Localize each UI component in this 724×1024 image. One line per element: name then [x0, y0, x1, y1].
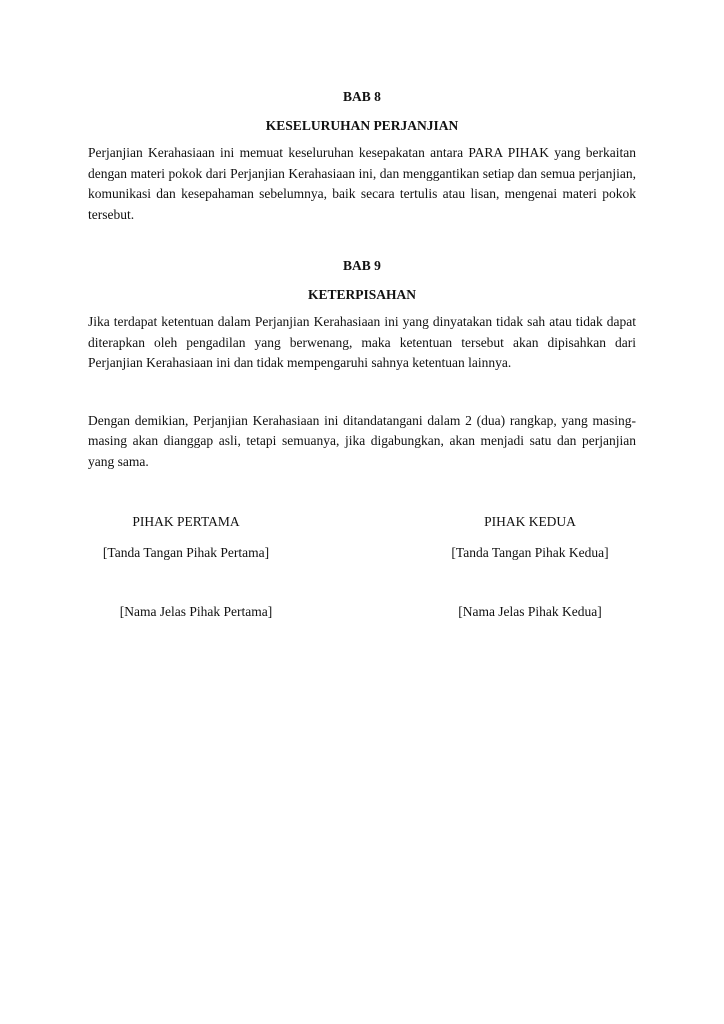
document-body — [88, 87, 636, 472]
section-title: KETERPISAHAN — [307, 287, 417, 302]
name-placeholder: [Nama Jelas Pihak Kedua] — [458, 604, 602, 619]
section-paragraph: Jika terdapat ketentuan dalam Perjanjian Kerahasiaan ini yang dinyatakan tidak sah atau tidak dapat diterapkan oleh pengadilan yang berwenang, maka ketentuan tersebut akan dipisahkan dari Perjanjian Kerahasiaan ini dan tidak mempengaruhi sahnya ketentuan lainnya. — [88, 314, 636, 370]
signature-first-party — [88, 512, 284, 622]
name-placeholder: [Nama Jelas Pihak Pertama] — [119, 604, 273, 619]
signature-block — [88, 512, 636, 632]
section-paragraph: Perjanjian Kerahasiaan ini memuat keseluruhan kesepakatan antara PARA PIHAK yang berkaitan dengan materi pokok dari Perjanjian Kerahasiaan ini, dan menggantikan setiap dan semua perjanjian, komunikasi dan kesepahaman sebelumnya, baik secara tertulis atau lisan, mengenai materi pokok tersebut. — [88, 145, 636, 222]
signature-second-party — [432, 512, 628, 622]
signature-placeholder: [Tanda Tangan Pihak Pertama] — [102, 545, 270, 560]
section-number: BAB 8 — [343, 89, 381, 104]
section-title: KESELURUHAN PERJANJIAN — [265, 118, 459, 133]
section-number: BAB 9 — [343, 258, 381, 273]
section-bab-8 — [88, 87, 636, 225]
spacer — [88, 225, 636, 256]
closing-paragraph: Dengan demikian, Perjanjian Kerahasiaan ini ditandatangani dalam 2 (dua) rangkap, yang masing-masing akan dianggap asli, tetapi semuanya, jika digabungkan, akan menjadi satu dan perjanjian yang sama. — [88, 412, 636, 469]
party-label: PIHAK KEDUA — [484, 514, 576, 529]
section-bab-9 — [88, 256, 636, 374]
party-label: PIHAK PERTAMA — [132, 514, 240, 529]
spacer — [88, 374, 636, 403]
signature-placeholder: [Tanda Tangan Pihak Kedua] — [451, 545, 609, 560]
